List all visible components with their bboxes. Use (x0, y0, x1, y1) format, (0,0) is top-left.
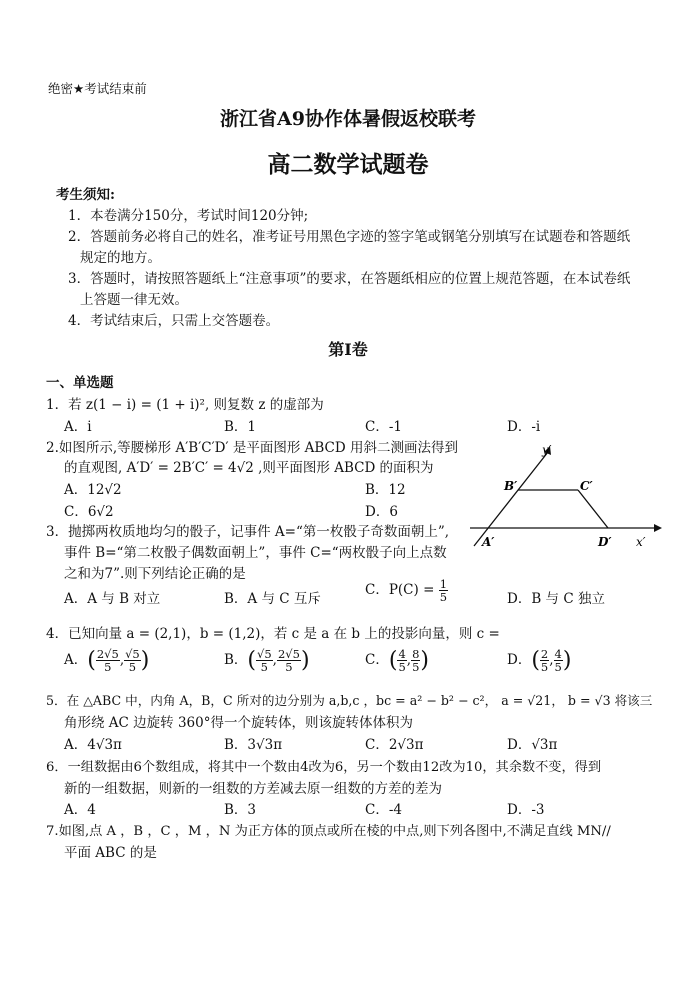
q6-stem-line1: 6．一组数据由6个数组成，将其中一个数由4改为6，另一个数由12改为10，其余数不变，得到 (46, 760, 602, 775)
notice-item-2: 2．答题前务必将自己的姓名，准考证号用黑色字迹的签字笔或钢笔分别填写在试题卷和答题纸 (68, 229, 631, 245)
q3-stem-line1: 3．抛掷两枚质地均匀的骰子，记事件 A=“第一枚骰子奇数面朝上”, (46, 524, 450, 540)
q1-option-d: D．-i (507, 419, 541, 435)
q7-stem-line1: 7.如图,点 A ，B ，C ，M ，N 为正方体的顶点或所在棱的中点,则下列各图中,不满足直线 MN// (46, 824, 611, 839)
q5-option-c: C．2√3π (365, 737, 424, 753)
q3-option-b: B．A 与 C 互斥 (224, 591, 321, 607)
q4-b-y-num: 2√5 (277, 647, 300, 661)
q4-d-y-num: 4 (554, 647, 562, 661)
q4-option-a: A．( $\frac{2√5}{5}$ , $\frac{√5}{5}$ ) (64, 647, 150, 674)
q5-option-b: B．3√3π (224, 737, 283, 753)
volume-heading: 第Ⅰ卷 (328, 340, 368, 359)
q4-c-y-num: 8 (412, 647, 420, 661)
q3-option-d: D．B 与 C 独立 (507, 591, 605, 607)
q4-option-c: C．( $\frac{4}{5}$ , $\frac{8}{5}$ ) (365, 647, 429, 674)
label-c: C′ (580, 479, 593, 493)
x-axis-arrow (654, 524, 662, 532)
q5-option-a: A．4√3π (64, 737, 122, 753)
q6-option-c: C．-4 (365, 802, 402, 818)
q2-option-d: D．6 (365, 504, 398, 520)
q7-stem-line2: 平面 ABC 的是 (64, 845, 157, 861)
q4-c-x-den: 5 (398, 660, 406, 674)
q6-option-d: D．-3 (507, 802, 545, 818)
q4-option-a-label: A． (64, 652, 88, 668)
q4-option-b-label: B． (224, 652, 248, 668)
q6-option-b: B．3 (224, 802, 257, 818)
paper-subtitle: 高二数学试题卷 (267, 151, 429, 178)
trapezoid-figure (460, 438, 665, 558)
q3-option-c-label: C．P(C) = (365, 582, 435, 598)
q4-d-y-den: 5 (554, 660, 562, 674)
q1-option-a: A．i (64, 419, 92, 435)
q1-option-b: B．1 (224, 419, 257, 435)
notice-heading: 考生须知: (56, 187, 115, 203)
q4-d-x-den: 5 (540, 660, 549, 674)
q1-stem: 1．若 z(1 − i) = (1 + i)², 则复数 z 的虚部为 (46, 397, 324, 413)
exam-title: 浙江省A9协作体暑假返校联考 (220, 108, 476, 130)
q2-option-b: B．12 (365, 482, 406, 498)
q5-stem-line1: 5．在 △ABC 中，内角 A，B，C 所对的边分别为 a,b,c ，bc = a² − b² − c²， a = √21， b = √3 将该三 (46, 693, 653, 708)
q4-b-y-den: 5 (285, 660, 293, 674)
q4-a-y-num: √5 (125, 647, 140, 661)
q2-stem-line1: 2.如图所示,等腰梯形 A′B′C′D′ 是平面图形 ABCD 用斜二测画法得到 (46, 440, 458, 456)
q3-stem-line2: 事件 B=“第二枚骰子偶数面朝上”，事件 C=“两枚骰子向上点数 (64, 545, 447, 561)
label-x: x′ (636, 535, 646, 549)
q4-b-x-num: √5 (257, 647, 272, 661)
side-cd (578, 490, 608, 528)
q2-option-a: A．12√2 (64, 482, 122, 498)
q6-stem-line2: 新的一组数据，则新的一组数的方差减去原一组数的方差的差为 (64, 781, 442, 797)
notice-item-3: 3．答题时，请按照答题纸上“注意事项”的要求，在答题纸相应的位置上规范答题，在本试卷纸 (68, 271, 631, 287)
q6-option-a: A．4 (64, 802, 96, 818)
q5-option-d: D．√3π (507, 737, 558, 753)
q2-stem-line2: 的直观图, A′D′ = 2B′C′ = 4√2 ,则平面图形 ABCD 的面积为 (64, 460, 434, 476)
q4-a-x-num: 2√5 (96, 647, 119, 661)
q4-d-x-num: 2 (540, 647, 549, 661)
notice-item-1: 1．本卷满分150分，考试时间120分钟; (68, 208, 309, 224)
q3-option-c (365, 578, 448, 603)
q4-c-y-den: 5 (412, 660, 420, 674)
notice-item-2-cont: 规定的地方。 (80, 250, 161, 266)
q4-option-d-label: D． (507, 652, 532, 668)
label-y: y′ (542, 443, 552, 457)
q3-stem-line3: 之和为7”.则下列结论正确的是 (64, 566, 246, 582)
q2-option-c: C．6√2 (64, 504, 114, 520)
q4-b-x-den: 5 (260, 660, 268, 674)
q4-c-x-num: 4 (398, 647, 406, 661)
q3-option-a: A．A 与 B 对立 (64, 591, 161, 607)
label-a: A′ (482, 535, 495, 549)
notice-item-3-cont: 上答题一律无效。 (80, 292, 188, 308)
q1-option-c: C．-1 (365, 419, 402, 435)
y-axis (474, 452, 548, 546)
label-b: B′ (504, 479, 518, 493)
q4-option-c-label: C． (365, 652, 389, 668)
q4-a-y-den: 5 (128, 660, 137, 674)
section-heading: 一、单选题 (46, 375, 114, 391)
q4-a-x-den: 5 (104, 660, 112, 674)
label-d: D′ (598, 535, 612, 549)
q4-option-d: D．( $\frac{2}{5}$ , $\frac{4}{5}$ ) (507, 647, 572, 674)
q3-option-c-fraction: $\frac{1}{5}$ (439, 577, 448, 604)
notice-item-4: 4．考试结束后，只需上交答题卷。 (68, 313, 280, 329)
q4-option-b: B．( $\frac{√5}{5}$ , $\frac{2√5}{5}$ ) (224, 647, 310, 674)
q5-stem-line2: 角形绕 AC 边旋转 360°得一个旋转体，则该旋转体体积为 (64, 715, 413, 731)
q4-stem: 4．已知向量 a = (2,1)，b = (1,2)，若 c 是 a 在 b 上的投影向量，则 c = (46, 626, 500, 642)
secret-label: 绝密★考试结束前 (48, 81, 147, 96)
